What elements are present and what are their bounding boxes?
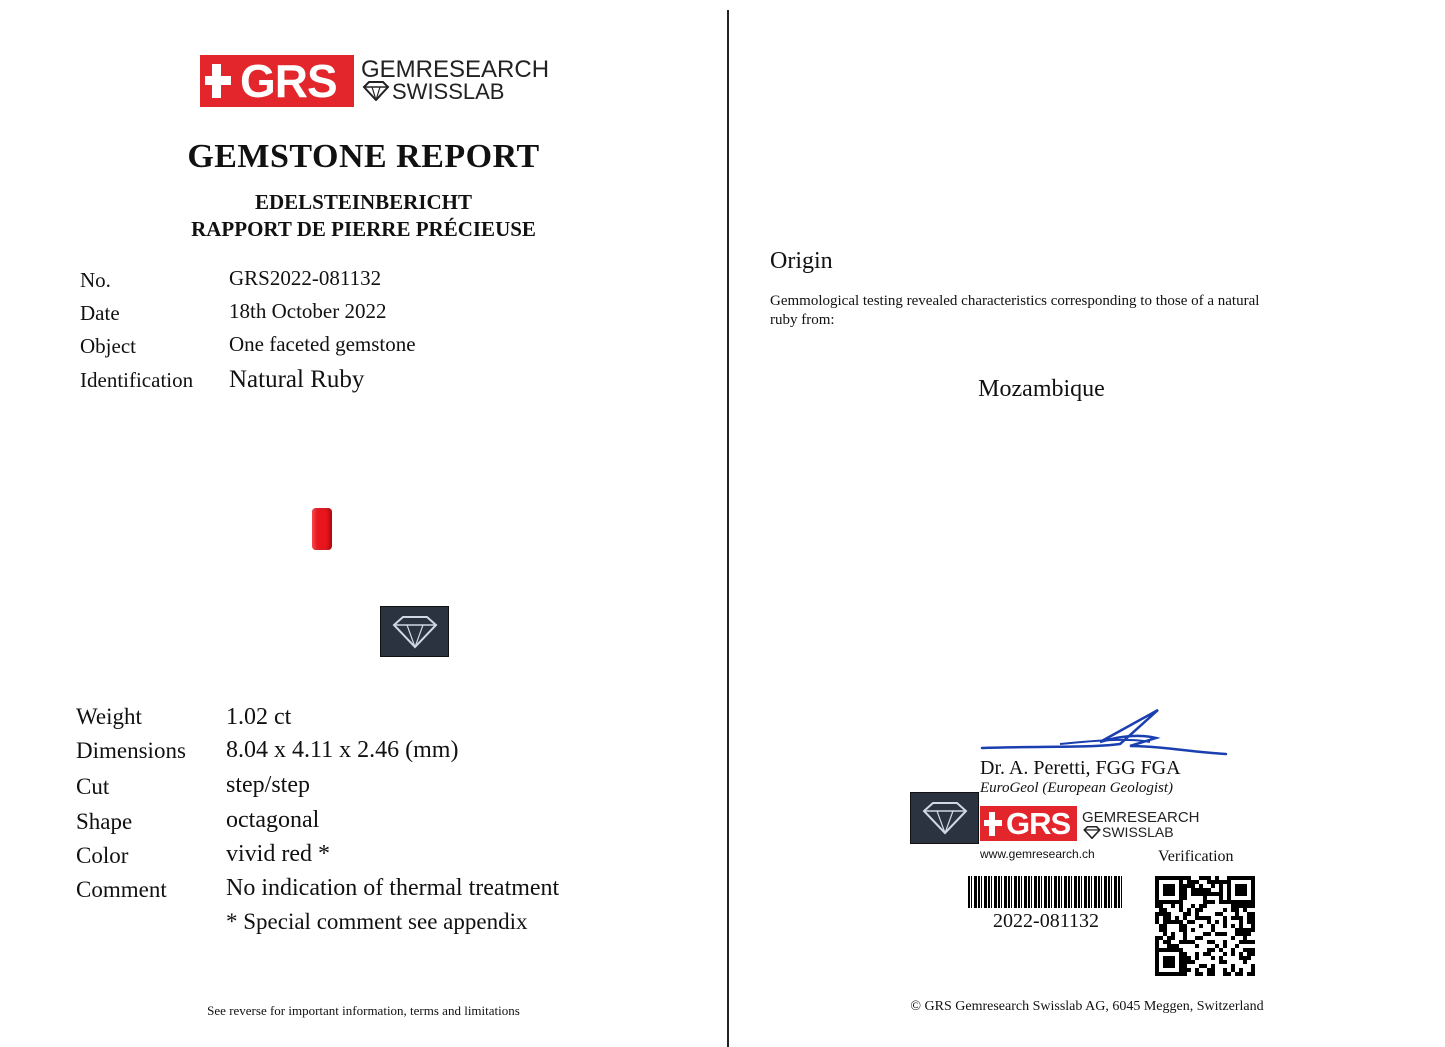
value-identification: Natural Ruby <box>229 366 365 393</box>
hologram-seal <box>380 606 449 657</box>
value-color: vivid red * <box>226 841 330 867</box>
swiss-cross-bar-v <box>212 64 221 98</box>
special-comment-note: * Special comment see appendix <box>226 909 528 934</box>
ruby-photo <box>312 508 332 550</box>
barcode <box>968 876 1124 908</box>
hologram-seal-small <box>910 792 979 844</box>
logo-small-line2: SWISSLAB <box>1102 824 1174 840</box>
label-color: Color <box>76 843 129 868</box>
value-date: 18th October 2022 <box>229 299 387 323</box>
swiss-cross-bar-cover <box>221 64 231 76</box>
verification-qr-code[interactable] <box>1155 874 1255 978</box>
page-fold-divider <box>727 10 729 1047</box>
label-weight: Weight <box>76 704 142 729</box>
label-dimensions: Dimensions <box>76 738 186 763</box>
label-comment: Comment <box>76 877 167 902</box>
label-cut: Cut <box>76 774 110 799</box>
report-title: GEMSTONE REPORT <box>187 138 540 175</box>
value-dimensions: 8.04 x 4.11 x 2.46 (mm) <box>226 737 459 763</box>
footer-copyright: © GRS Gemresearch Swisslab AG, 6045 Meggen, Switzerland <box>910 999 1264 1014</box>
diamond-icon-small <box>1083 826 1101 844</box>
label-no: No. <box>80 268 111 292</box>
logo-small-line1: GEMRESEARCH <box>1082 809 1200 826</box>
website-url: www.gemresearch.ch <box>980 847 1095 861</box>
value-report-number: GRS2022-081132 <box>229 266 382 290</box>
label-date: Date <box>80 301 120 325</box>
signatory-title: EuroGeol (European Geologist) <box>980 780 1174 796</box>
report-subtitle-fr: RAPPORT DE PIERRE PRÉCIEUSE <box>191 217 536 241</box>
logo-letters: GRS <box>240 55 337 107</box>
label-object: Object <box>80 334 136 358</box>
swiss-cross-small-cover <box>995 812 1002 820</box>
barcode-number: 2022-081132 <box>993 910 1099 932</box>
origin-description: Gemmological testing revealed characteristics corresponding to those of a natural ruby from: <box>770 293 1260 328</box>
signature-scribble <box>980 708 1230 763</box>
value-weight: 1.02 ct <box>226 704 292 730</box>
value-comment: No indication of thermal treatment <box>226 875 560 901</box>
value-cut: step/step <box>226 772 310 798</box>
origin-heading: Origin <box>770 248 833 274</box>
logo-text-line2: SWISSLAB <box>392 79 505 104</box>
value-object: One faceted gemstone <box>229 332 416 356</box>
origin-value: Mozambique <box>978 376 1105 402</box>
report-subtitle-de: EDELSTEINBERICHT <box>254 190 473 214</box>
signatory-name: Dr. A. Peretti, FGG FGA <box>980 757 1181 779</box>
logo-letters-small: GRS <box>1006 805 1071 841</box>
label-shape: Shape <box>76 809 133 834</box>
diamond-icon <box>362 81 390 106</box>
verification-label: Verification <box>1158 848 1234 865</box>
value-shape: octagonal <box>226 807 320 833</box>
logo-text-line1: GEMRESEARCH <box>361 56 550 83</box>
label-identification: Identification <box>80 368 194 392</box>
footer-left-note: See reverse for important information, terms and limitations <box>207 1003 520 1018</box>
